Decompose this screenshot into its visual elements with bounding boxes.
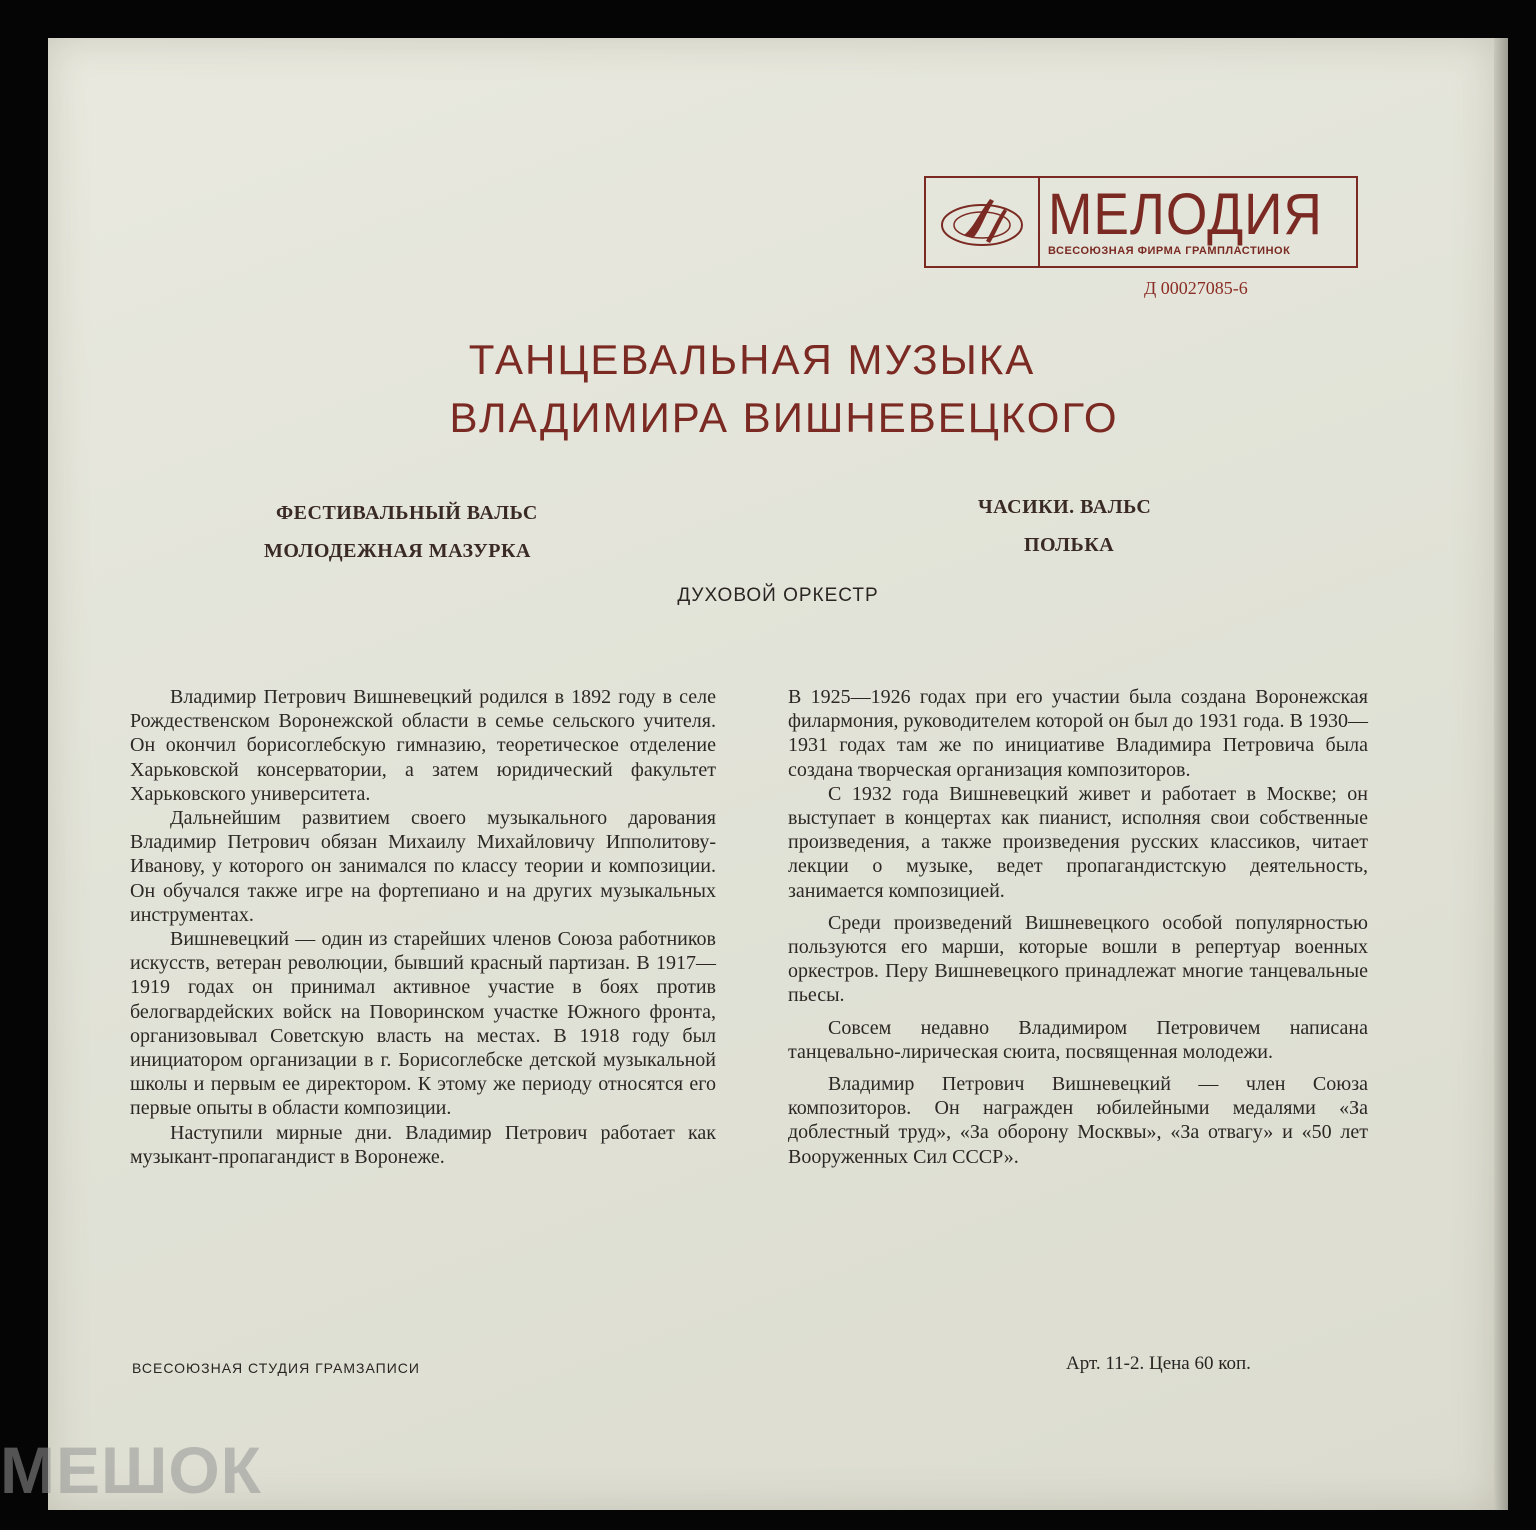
- track-side-a-1: ФЕСТИВАЛЬНЫЙ ВАЛЬС: [276, 502, 538, 524]
- track-side-b-1: ЧАСИКИ. ВАЛЬС: [978, 496, 1152, 518]
- brand-subtitle: ВСЕСОЮЗНАЯ ФИРМА ГРАМПЛАСТИНОК: [1048, 245, 1291, 257]
- melodiya-emblem-icon: [926, 178, 1040, 266]
- catalog-number: Д 00027085-6: [1144, 278, 1248, 298]
- paragraph: Владимир Петрович Вишневецкий родился в 1892 году в селе Рождественском Воронежской области в семье сельского учителя. Он окончил борисоглебскую гимназию, теоретическое отделение Харьковской консерватории, а затем юридический факультет Харьковского университета.: [130, 686, 716, 805]
- logo-text: [1040, 178, 1356, 266]
- paragraph: Среди произведений Вишневецкого особой популярностью пользуются его марши, которые вошли в репертуар военных оркестров. Перу Вишневецкого принадлежат многие танцевальные пьесы.: [788, 911, 1368, 1007]
- paragraph: Владимир Петрович Вишневецкий — член Союза композиторов. Он награжден юбилейными медалями «За доблестный труд», «За оборону Москвы», «За отвагу» и «50 лет Вооруженных Сил СССР».: [788, 1073, 1368, 1168]
- album-title-line2: ВЛАДИМИРА ВИШНЕВЕЦКОГО: [449, 394, 1119, 441]
- paragraph: Вишневецкий — один из старейших членов Союза работников искусств, ветеран революции, бывший красный партизан. В 1917—1919 годах он принимал активное участие в боях против белогвардейских войск на Поворинском участке Южного фронта, организовывал Советскую власть на местах. В 1918 году был инициатором организации в г. Борисоглебске детской музыкальной школы и первым ее директором. К этому же периоду относятся его первые опыты в области композиции.: [130, 928, 716, 1120]
- melodiya-logo: [924, 176, 1358, 268]
- studio-name: ВСЕСОЮЗНАЯ СТУДИЯ ГРАМЗАПИСИ: [132, 1360, 420, 1376]
- paragraph: Наступили мирные дни. Владимир Петрович работает как музыкант-пропагандист в Воронеже.: [130, 1121, 716, 1168]
- paragraph: В 1925—1926 годах при его участии была создана Воронежская филармония, руководителем которой он был до 1931 года. В 1930—1931 годах там же по инициативе Владимира Петровича была создана творческая организация композиторов.: [788, 686, 1368, 781]
- brand-name: МЕЛОДИЯ: [1048, 182, 1323, 247]
- biography-right-column: [788, 685, 1368, 1169]
- price: Арт. 11-2. Цена 60 коп.: [1066, 1353, 1251, 1374]
- paragraph: Совсем недавно Владимиром Петровичем написана танцевально-лирическая сюита, посвященная молодежи.: [788, 1016, 1368, 1063]
- paragraph: С 1932 года Вишневецкий живет и работает в Москве; он выступает в концертах как пианист, исполняя свои собственные произведения, а также произведения русских классиков, читает лекции о музыке, ведет пропагандистскую деятельность, занимается композицией.: [788, 782, 1368, 902]
- track-side-b-2: ПОЛЬКА: [1024, 534, 1115, 556]
- performer: ДУХОВОЙ ОРКЕСТР: [677, 585, 879, 606]
- paragraph: Дальнейшим развитием своего музыкального дарования Владимир Петрович обязан Михаилу Михайловичу Ипполитову-Иванову, у которого он занимался по классу теории и композиции. Он обучался также игре на фортепиано и на других музыкальных инструментах.: [130, 807, 716, 926]
- biography-left-column: [130, 685, 716, 1169]
- watermark: МЕШОК: [0, 1433, 262, 1507]
- album-title-line1: ТАНЦЕВАЛЬНАЯ МУЗЫКА: [468, 336, 1036, 383]
- track-side-a-2: МОЛОДЕЖНАЯ МАЗУРКА: [264, 540, 531, 562]
- sleeve-edge: [1494, 38, 1508, 1510]
